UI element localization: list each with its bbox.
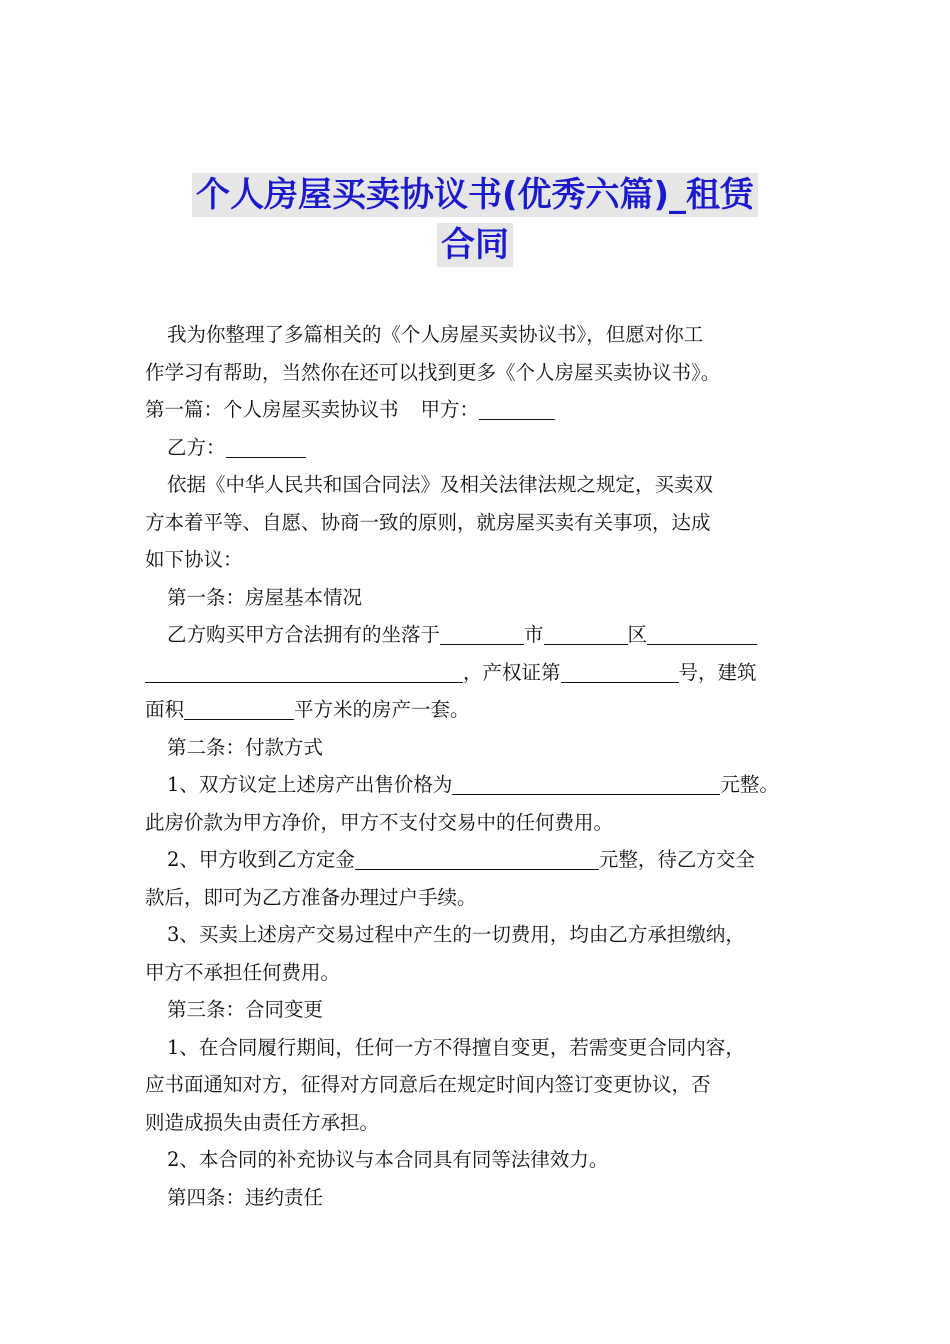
party-a-label: 甲方： [420,398,480,421]
article-1-line-1 [145,616,810,654]
intro-line-2: 作学习有帮助，当然你在还可以找到更多《个人房屋买卖协议书》。 [145,360,721,384]
cert-number-blank [561,660,679,683]
article-3-title: 第三条：合同变更 [167,998,324,1021]
deposit-blank [355,847,599,870]
party-b-label: 乙方： [167,435,226,459]
article-3-item-1-line-2: 应书面通知对方，征得对方同意后在规定时间内签订变更协议，否 [145,1073,711,1096]
district-blank [544,622,628,645]
article-3-item-1-line-1: 1、在合同履行期间，任何一方不得擅自变更，若需变更合同内容， [167,1035,745,1059]
article-1-line-2 [145,654,810,692]
basis-line-1: 依据《中华人民共和国合同法》及相关法律法规之规定，买卖双 [167,473,714,496]
address-blank-2 [145,660,463,683]
party-b-line [145,429,810,467]
article-2-item-1-line-1 [145,766,810,804]
intro-line-1: 我为你整理了多篇相关的《个人房屋买卖协议书》，但愿对你工 [167,323,704,346]
city-blank [440,622,524,645]
article-1-end: 平方米的房产一套。 [294,698,470,721]
article-2-item-3-line-2: 甲方不承担任何费用。 [145,960,341,984]
party-a-blank [479,397,555,420]
title-line-2: 合同 [437,223,513,267]
article-1-cert: ，产权证第 [463,660,561,684]
article-2-item-3-line-1: 3、买卖上述房产交易过程中产生的一切费用，均由乙方承担缴纳， [167,923,745,946]
article-4-title: 第四条：违约责任 [167,1185,324,1209]
article-2-title: 第二条：付款方式 [167,735,324,759]
article-3-item-1-line-3: 则造成损失由责任方承担。 [145,1110,380,1134]
title-line-1: 个人房屋买卖协议书(优秀六篇)_租赁 [192,173,758,217]
article-1-title: 第一条：房屋基本情况 [167,585,363,609]
article-2-item-2-line-1 [145,841,810,879]
article-1-city: 市 [524,623,544,646]
part1-heading-line [145,391,810,429]
article-1-district: 区 [627,623,648,646]
article-2-item-2-unit: 元整，待乙方交全 [598,848,755,871]
article-1-line-3 [145,691,810,729]
article-2-item-1-line-2: 此房价款为甲方净价，甲方不支付交易中的任何费用。 [145,810,614,834]
part1-heading: 第一篇：个人房屋买卖协议书 [145,398,399,421]
article-2-item-1-text: 1、双方议定上述房产出售价格为 [167,773,453,796]
basis-line-2: 方本着平等、自愿、协商一致的原则，就房屋买卖有关事项，达成 [145,510,711,534]
article-1-area: 面积 [145,698,185,721]
article-2-item-1-unit: 元整。 [720,773,779,796]
document-body [145,316,810,1216]
address-blank-1 [647,622,757,645]
area-blank [184,697,294,720]
article-1-no: 号，建筑 [678,660,757,684]
basis-line-3: 如下协议： [145,548,243,571]
article-2-item-2-text: 2、甲方收到乙方定金 [167,848,355,871]
article-1-location-text: 乙方购买甲方合法拥有的坐落于 [167,623,441,646]
party-b-blank [226,435,306,458]
article-3-item-2: 2、本合同的补充协议与本合同具有同等法律效力。 [167,1148,609,1171]
document-title [145,170,805,270]
price-blank [452,772,720,795]
article-2-item-2-line-2: 款后，即可为乙方准备办理过户手续。 [145,885,477,909]
